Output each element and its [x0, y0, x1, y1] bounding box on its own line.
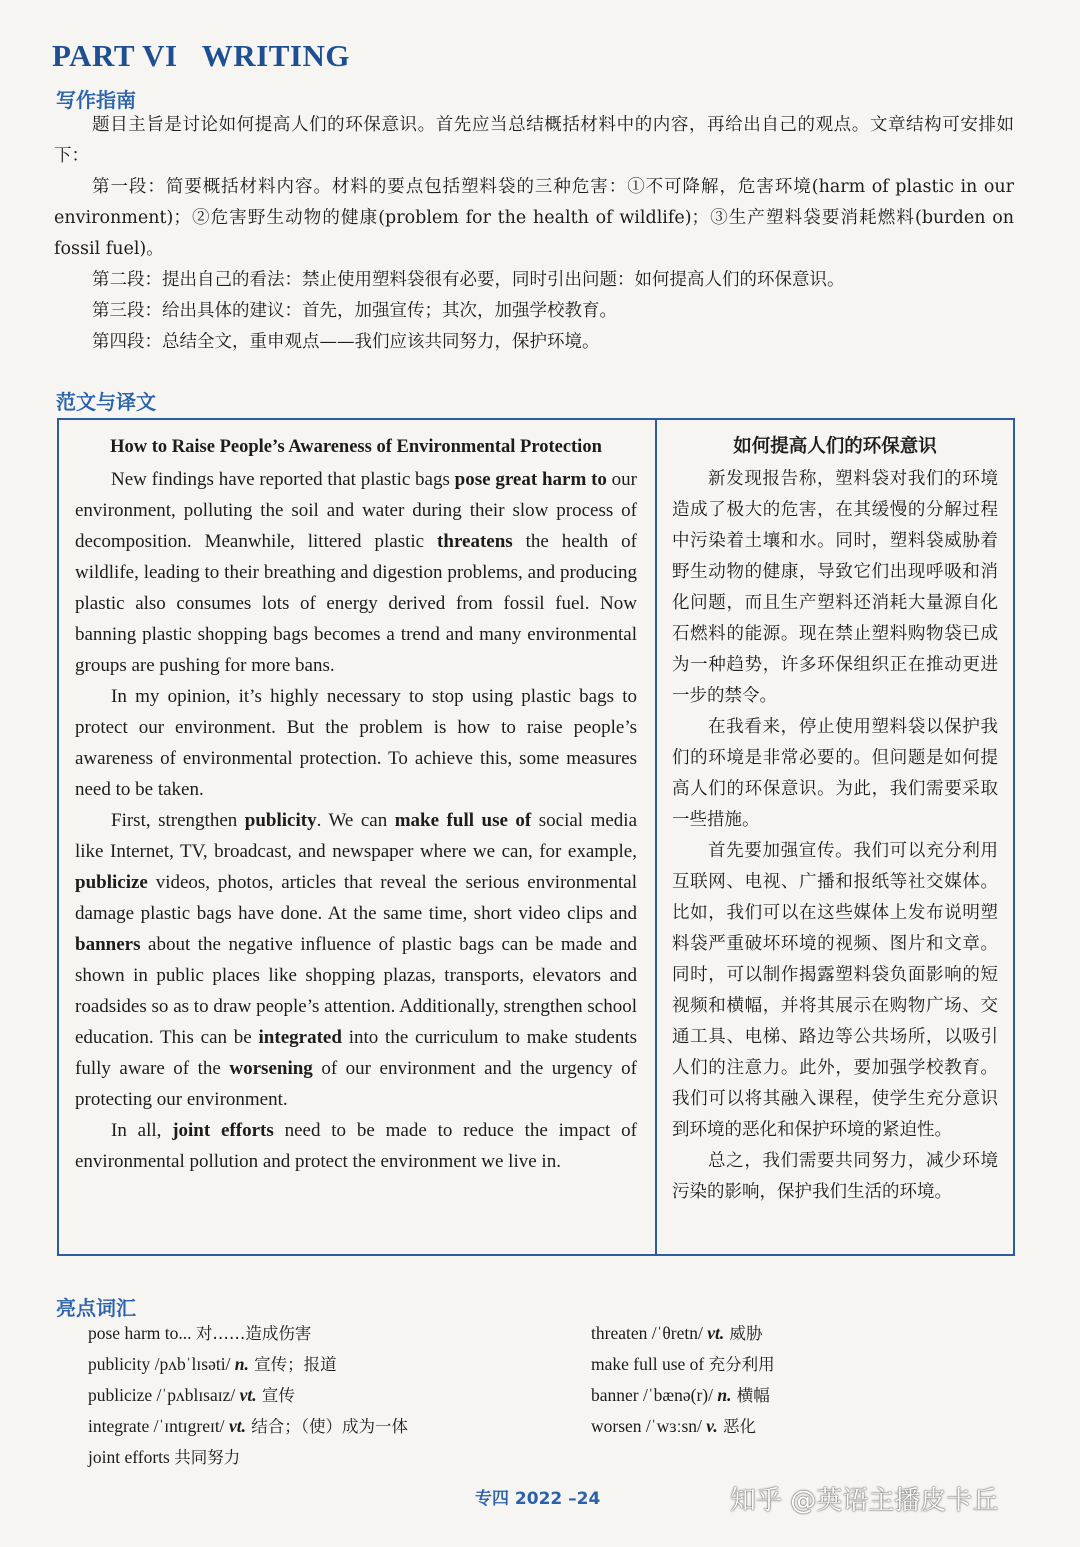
vocab-item: integrate /ˈɪntɪgreɪt/ vt. 结合；（使）成为一体 [88, 1416, 408, 1436]
english-paragraph: New findings have reported that plastic bags pose great harm to our environment, polluting the soil and water during their slow process of decomposition. Meanwhile, littered plastic threatens the health of wildlife, leading to their breathing and digestion problems, and producing plastic also consumes lots of energy derived from fossil fuel. Now banning plastic shopping bags becomes a trend and many environmental groups are pushing for more bans. [75, 469, 638, 676]
vocab-item: publicity /pʌbˈlɪsəti/ n. 宣传；报道 [88, 1354, 337, 1374]
chinese-paragraph: 在我看来，停止使用塑料袋以保护我们的环境是非常必要的。但问题是如何提高人们的环保意识。为此，我们需要采取一些措施。 [672, 717, 998, 830]
vocab-item: threaten /ˈθretn/ vt. 威胁 [591, 1323, 763, 1343]
chinese-translation [672, 432, 998, 1208]
guide-paragraph: 题目主旨是讨论如何提高人们的环保意识。首先应当总结概括材料中的内容，再给出自己的观点。文章结构可安排如下： [54, 115, 1014, 166]
part-title: PART VI WRITING [52, 38, 350, 73]
guide-paragraph: 第四段：总结全文，重申观点——我们应该共同努力，保护环境。 [92, 332, 600, 352]
vocab-list-left [88, 1318, 408, 1473]
chinese-paragraph: 总之，我们需要共同努力，减少环境污染的影响，保护我们生活的环境。 [672, 1151, 998, 1202]
section-title-guide: 写作指南 [56, 88, 136, 112]
guide-paragraph: 第二段：提出自己的看法：禁止使用塑料袋很有必要，同时引出问题：如何提高人们的环保意识。 [92, 270, 845, 290]
vocab-item: pose harm to... 对……造成伤害 [88, 1323, 312, 1343]
section-title-sample: 范文与译文 [56, 390, 156, 414]
vocab-item: banner /ˈbænə(r)/ n. 横幅 [591, 1385, 770, 1405]
english-essay [75, 432, 637, 1177]
chinese-paragraph: 首先要加强宣传。我们可以充分利用互联网、电视、广播和报纸等社交媒体。比如，我们可以在这些媒体上发布说明塑料袋严重破坏环境的视频、图片和文章。同时，可以制作揭露塑料袋负面影响的短视频和横幅，并将其展示在购物广场、交通工具、电梯、路边等公共场所，以吸引人们的注意力。此外，要加强学校教育。我们可以将其融入课程，使学生充分意识到环境的恶化和保护环境的紧迫性。 [672, 841, 998, 1140]
vocab-item: worsen /ˈwɜːsn/ v. 恶化 [591, 1416, 757, 1436]
vocab-item: joint efforts 共同努力 [88, 1447, 241, 1467]
english-essay-title: How to Raise People’s Awareness of Environmental Protection [110, 437, 602, 457]
guide-paragraph: 第一段：简要概括材料内容。材料的要点包括塑料袋的三种危害：①不可降解，危害环境(harm of plastic in our environment)；②危害野生动物的健康(problem for the health of wildlife)；③生产塑料袋要消耗燃料(burden on fossil fuel)。 [54, 177, 1014, 259]
column-divider [655, 418, 657, 1254]
page-number: 专四 2022 –24 [475, 1489, 601, 1509]
section-title-vocab: 亮点词汇 [56, 1296, 136, 1320]
guide-paragraph: 第三段：给出具体的建议：首先，加强宣传；其次，加强学校教育。 [92, 301, 617, 321]
vocab-item: publicize /ˈpʌblɪsaɪz/ vt. 宣传 [88, 1385, 295, 1405]
writing-guide [54, 110, 1014, 358]
english-paragraph: First, strengthen publicity. We can make full use of social media like Internet, TV, broadcast, and newspaper where we can, for example, publicize videos, photos, articles that reveal the serious environmental damage plastic bags have done. At the same time, short video clips and banners about the negative influence of plastic bags can be made and shown in public places like shopping plazas, transports, elevators and roadsides so as to draw people’s attention. Additionally, strengthen school education. This can be integrated into the curriculum to make students fully aware of the worsening of our environment and the urgency of protecting our environment. [75, 810, 638, 1110]
vocab-list-right [591, 1318, 775, 1442]
vocab-item: make full use of 充分利用 [591, 1354, 775, 1374]
chinese-translation-title: 如何提高人们的环保意识 [733, 436, 937, 457]
english-paragraph: In all, joint efforts need to be made to reduce the impact of environmental pollution and protect the environment we live in. [75, 1120, 637, 1172]
watermark: 知乎 @英语主播皮卡丘 [730, 1486, 999, 1516]
english-paragraph: In my opinion, it’s highly necessary to stop using plastic bags to protect our environment. But the problem is how to raise people’s awareness of environmental protection. To achieve this, some measures need to be taken. [75, 686, 637, 800]
chinese-paragraph: 新发现报告称，塑料袋对我们的环境造成了极大的危害，在其缓慢的分解过程中污染着土壤和水。同时，塑料袋威胁着野生动物的健康，导致它们出现呼吸和消化问题，而且生产塑料还消耗大量源自化石燃料的能源。现在禁止塑料购物袋已成为一种趋势，许多环保组织正在推动更进一步的禁令。 [672, 469, 998, 706]
